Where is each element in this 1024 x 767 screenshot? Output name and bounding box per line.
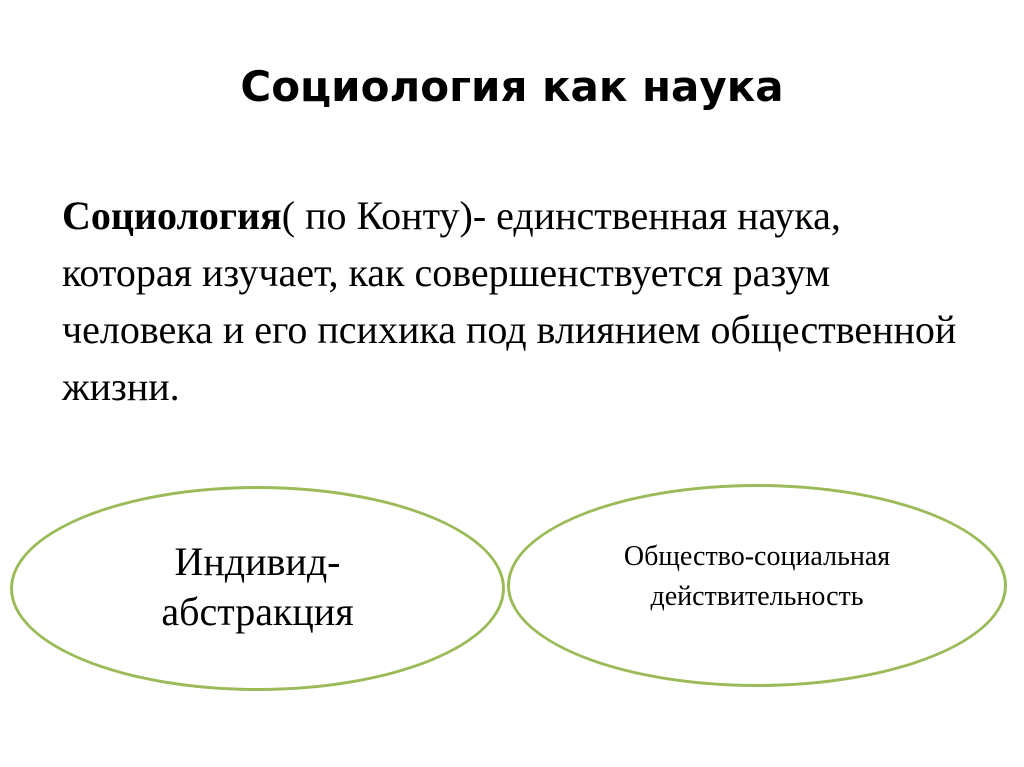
definition-term: Социология	[62, 193, 282, 238]
slide-title: Социология как наука	[240, 62, 784, 111]
oval-individual	[10, 486, 505, 691]
oval-society	[507, 484, 1007, 687]
oval-society-label: Общество-социальная действительность	[623, 540, 891, 612]
definition-text: ( по Конту)- единственная наука, которая изучает, как совершенствуется разум человека и его психика под влиянием общественной жизни.	[62, 193, 957, 409]
definition-paragraph	[62, 187, 962, 415]
oval-individual-label: Индивид-абстракция	[161, 538, 354, 634]
